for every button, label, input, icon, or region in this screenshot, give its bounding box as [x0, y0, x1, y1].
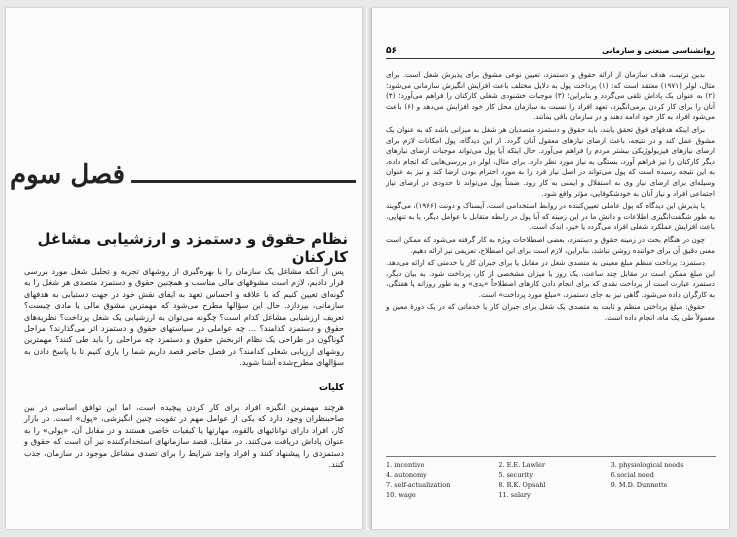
footnote: 7. self-actualization — [386, 481, 451, 489]
footnote: 2. E.E. Lawler — [498, 461, 546, 469]
page-header — [386, 46, 715, 59]
body-paragraph: چون در هنگام بحث در زمینه حقوق و دستمزد، بعضی اصطلاحات ویژه به کار گرفته می‌شود که ممکن است معنی دقیق آن برای خواننده روشن نباشد، بنابراین، لازم است برای این اصطلاح، تعریفی نیز ارائه دهیم. — [386, 234, 715, 255]
footnote: 1. incentive — [386, 461, 425, 469]
book-gutter — [362, 8, 372, 529]
section-heading: کلیات — [318, 383, 344, 393]
footnote: 8. R.K. Opsahl — [498, 481, 546, 489]
footnote: 6.social need — [610, 471, 654, 479]
page-number: ۵۶ — [386, 46, 397, 56]
body-paragraph: برای اینکه هدفهای فوق تحقق یابند، باید حقوق و دستمزد متصدیان هر شغل به میزانی باشد که به عنوان یک مشوق عمل کند و در نتیجه، باعث ارضای نیازهای معقول آنان گردد. از این دیدگاه، پول امکانات لازم برای ارضای نیازهای فیزیولوژیکی بیشتر مردم را فراهم می‌آورد. حال اینکه آیا پول می‌تواند موجبات ارضای نیازهای دیگر کارکنان را نیز فراهم آورد، بستگی به نیاز مورد نظر دارد. برای مثال، لولر در بررسی‌هایی که انجام داده، به این نتیجه رسیده است که پول می‌تواند در اصل نیاز فرد را به مورد احترام بودن ارضا کند و نیز به عنوان وسیله‌ای برای ارضای نیاز وی به استقلال و ایمنی به کار رود. ضمناً پول می‌تواند تا حدودی در ارضای نیاز اجتماعی افراد و نیاز آنان به خودشکوفایی، مؤثر واقع شود. — [386, 124, 715, 198]
footnote: 11. salary — [498, 491, 531, 499]
footnote: 4. autonomy — [386, 471, 427, 479]
body-paragraph: دستمزد: پرداخت منظم مبلغ معینی به متصدی شغل در مقابل یا برای جبران کار یا خدمتی که ارائه می‌دهد. این مبلغ ممکن است در مقابل چند ساعت، یک روز یا میزان مشخصی از کار، پرداخت شود. به بیان دیگر، دستمزد عبارت است از پرداخت نقدی که برای انجام دادن کارهای اصطلاحاً «یدی» و به طور روزانه یا هفتگی، به کارگران داده می‌شود. گاهی نیز به جای دستمزد، «مبلغ مورد پرداخت» است. — [386, 258, 715, 299]
chapter-banner — [6, 158, 362, 198]
running-title: روانشناسی صنعتی و سازمانی — [602, 46, 715, 55]
footnote: 5. security — [498, 471, 534, 479]
right-page — [372, 8, 729, 529]
footnote-rule — [386, 456, 716, 457]
chapter-intro: پس از آنکه مشاغل یک سازمان را با بهره‌گیری از روشهای تجزیه و تحلیل شغل مورد بررسی قرار دادیم، لازم است مشوقهای مالی مناسب و همچنین حقوق و دستمزد متصدی هر شغل را به گونه‌ای تعیین کنیم که با علاقه و احساس تعهد به ایفای نقش خود در جهت دستیابی به هدفهای سازمانی، بپردازد. حال این سؤالها مطرح می‌شود که مهمترین مشوق مالی یا مادی چیست؟ تعریف ارزشیابی مشاغل کدام است؟ چگونه می‌توان به ارزشیابی یک شغل پرداخت؟ نظریه‌های حقوق و دستمزد کدامند؟ ... چه عواملی در سیاستهای حقوق و دستمزد اثر می‌گذارند؟ مراحل گوناگون در طراحی یک نظام اثربخش حقوق و دستمزد چه مراحلی را باید طی کنند؟ مهمترین روشهای ارزیابی شغلی کدامند؟ در فصل حاضر قصد داریم شما را یاری کنیم تا با پاسخ دادن به سؤالهای مطرح‌شده آشنا شوید. — [24, 267, 344, 368]
footnote: 10. wage — [386, 491, 416, 499]
footnote: 9. M.D. Dunnette — [610, 481, 668, 489]
body-paragraph: بدین ترتیب، هدف سازمان از ارائه حقوق و دستمزد، تعیین نوعی مشوق برای پذیرش شغل است. برای مثال، لولر (۱۹۷۱) معتقد است که: (۱) پرداخت پول به دلایل مختلف باعث افزایش انگیزش سازمانی می‌شود؛ (۲) به عنوان یک پاداش تلقی می‌گردد و بنابراین؛ (۳) موجبات خشنودی شغلی کارکنان را فراهم می‌آورد؛ (۴) آنان را برای کار کردن برمی‌انگیزد، تعهد افراد را نسبت به سازمان محل کار خود افزایش می‌دهد و (۶) باعث می‌شود افراد به کار خود ادامه دهند و در سازمان باقی بمانند. — [386, 70, 716, 122]
page-body — [386, 70, 715, 326]
body-paragraph: حقوق: مبلغ پرداختی منظم و ثابت به متصدی یک شغل برای جبران کار یا خدماتی که در یک دورهٔ معین و معمولاً طی یک ماه، انجام داده است. — [386, 302, 715, 323]
body-paragraph: با پذیرش این دیدگاه که پول عاملی تعیین‌کننده در روابط استخدامی است، آیسناک و دونت (۱۹۶۶)، می‌گویند به طور شگفت‌انگیزی اطلاعات و دانش ما در این زمینه که آیا پول در رابطه متقابل با عوامل دیگر، یا به تنهایی، باعث افزایش عملکرد شغلی افراد می‌گردد یا خیر، اندک است. — [386, 201, 715, 232]
chapter-title: نظام حقوق و دستمزد و ارزشیابی مشاغل کارکنان — [37, 230, 348, 266]
section-body: هرچند مهمترین انگیزه افراد برای کار کردن پیچیده است، اما این توافق اساسی در بین صاحبنظران وجود دارد که یکی از عوامل مهم در تقویت چنین انگیزشی، «پول» است. در بازار کار، افراد دارای توانائیهای بالقوه، مهارتها یا کیفیات خاصی هستند و در مقابل آن، «پولی» را به عنوان پاداش دریافت می‌کنند. در مقابل، قصد سازمانهای استخدام‌کننده نیز آن است که حقوق و دستمزدی را پیشنهاد کنند و افراد واجد شرایط را برای تصدی مشاغل موجود در سازمان، جذب کنند. — [24, 403, 344, 470]
footnotes — [386, 461, 715, 499]
left-page — [6, 8, 362, 529]
footnote: 3. physiological needs — [610, 461, 684, 469]
chapter-label: فصل سوم — [10, 160, 131, 190]
chapter-rule — [116, 180, 356, 183]
